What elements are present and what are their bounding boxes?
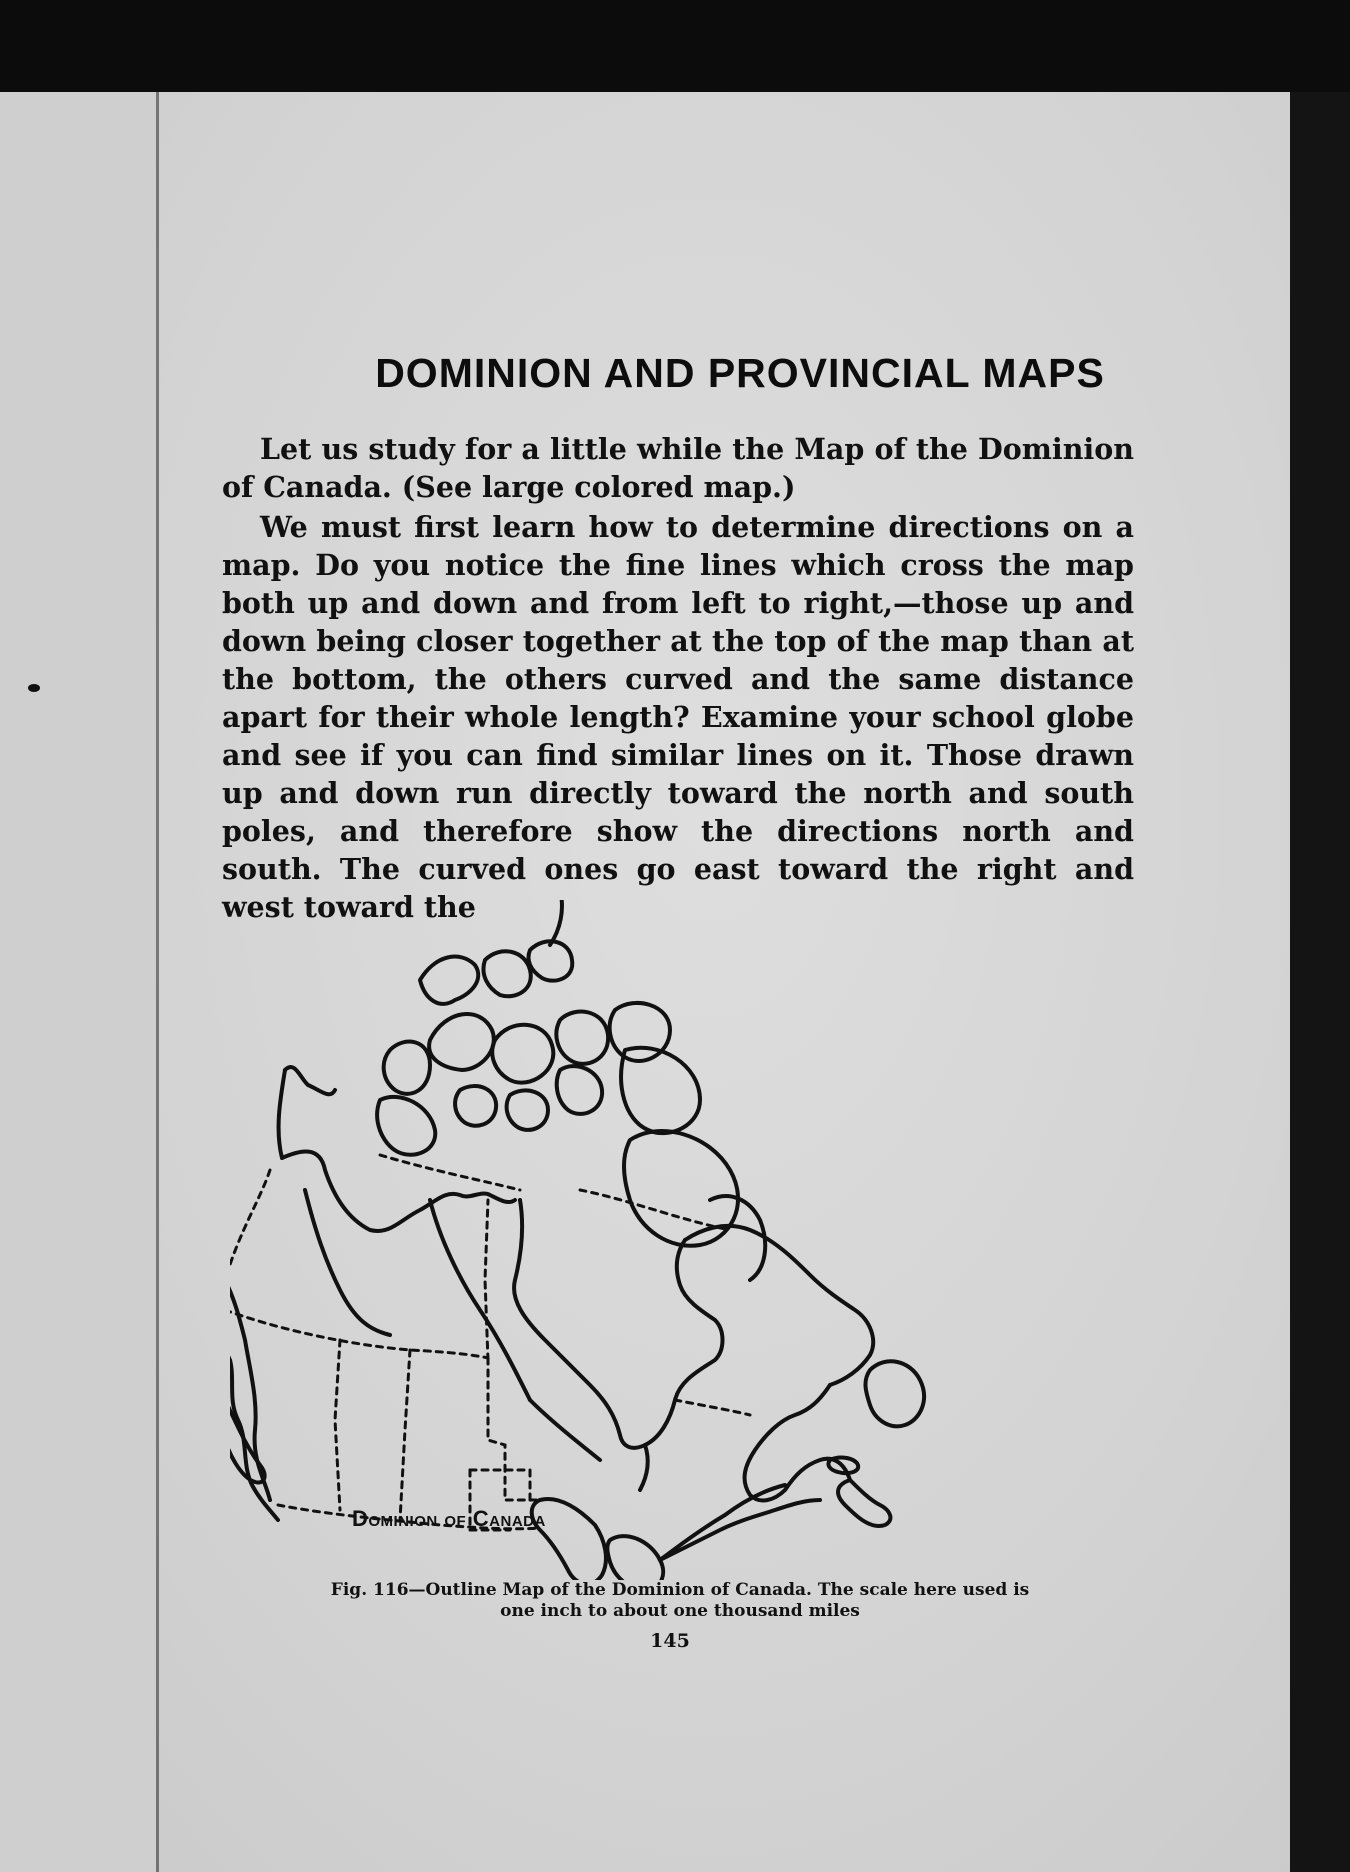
page-gutter-line <box>156 92 159 1872</box>
river <box>530 1400 600 1460</box>
arctic-island <box>507 1090 548 1129</box>
arctic-island <box>377 1097 435 1155</box>
territorial-boundary <box>485 1200 488 1360</box>
arctic-island <box>455 1086 496 1126</box>
provincial-boundary <box>470 1470 530 1500</box>
map-label: Dominion of Canada <box>352 1506 546 1531</box>
left-page-margin <box>0 92 156 1872</box>
southern-coast <box>660 1500 820 1560</box>
arctic-island <box>492 1025 553 1083</box>
mainland-coast <box>285 1067 335 1094</box>
arctic-island <box>420 957 478 1004</box>
arctic-island <box>556 1012 608 1064</box>
st-lawrence-coast <box>745 1385 850 1500</box>
provincial-boundary <box>400 1350 410 1520</box>
nova-scotia <box>838 1480 890 1526</box>
james-bay <box>640 1445 648 1490</box>
provincial-boundary <box>335 1340 340 1510</box>
page-number: 145 <box>650 1630 690 1652</box>
arctic-island <box>429 1014 494 1070</box>
margin-mark <box>28 684 40 692</box>
arctic-island <box>557 1066 602 1114</box>
quebec-boundary <box>675 1400 750 1415</box>
paragraph-2: We must first learn how to determine directions on a map. Do you notice the fine lines which cross the map both up and down and from left to right,—those up and down being closer together at the top of the map than at the bottom, the others curved and the same distance apart for their whole length? Examine your school globe and see if you can find similar lines on it. Those drawn up and down run directly toward the north and south poles, and therefore show the directions north and south. The curved ones go east toward the right and west toward the <box>222 510 1134 924</box>
caption-line-2: one inch to about one thousand miles <box>500 1601 860 1621</box>
arctic-island <box>550 900 562 945</box>
arctic-island <box>384 1042 430 1094</box>
page-title: DOMINION AND PROVINCIAL MAPS <box>375 350 1105 396</box>
scan-top-border <box>0 0 1350 92</box>
body-text <box>222 430 1134 928</box>
paragraph-1: Let us study for a little while the Map of the Dominion of Canada. (See large colored map.) <box>222 432 1134 504</box>
arctic-boundary <box>580 1190 730 1230</box>
newfoundland <box>865 1361 924 1426</box>
arctic-boundary <box>380 1155 520 1190</box>
caption-line-1: Fig. 116—Outline Map of the Dominion of Canada. The scale here used is <box>330 1580 1030 1600</box>
arctic-island <box>483 951 530 996</box>
alaska-border <box>230 1170 270 1280</box>
figure-caption <box>270 1580 1090 1622</box>
great-lakes <box>607 1536 663 1580</box>
canada-outline-map <box>230 900 1130 1580</box>
arctic-island <box>529 941 573 980</box>
provincial-boundary <box>488 1358 540 1500</box>
